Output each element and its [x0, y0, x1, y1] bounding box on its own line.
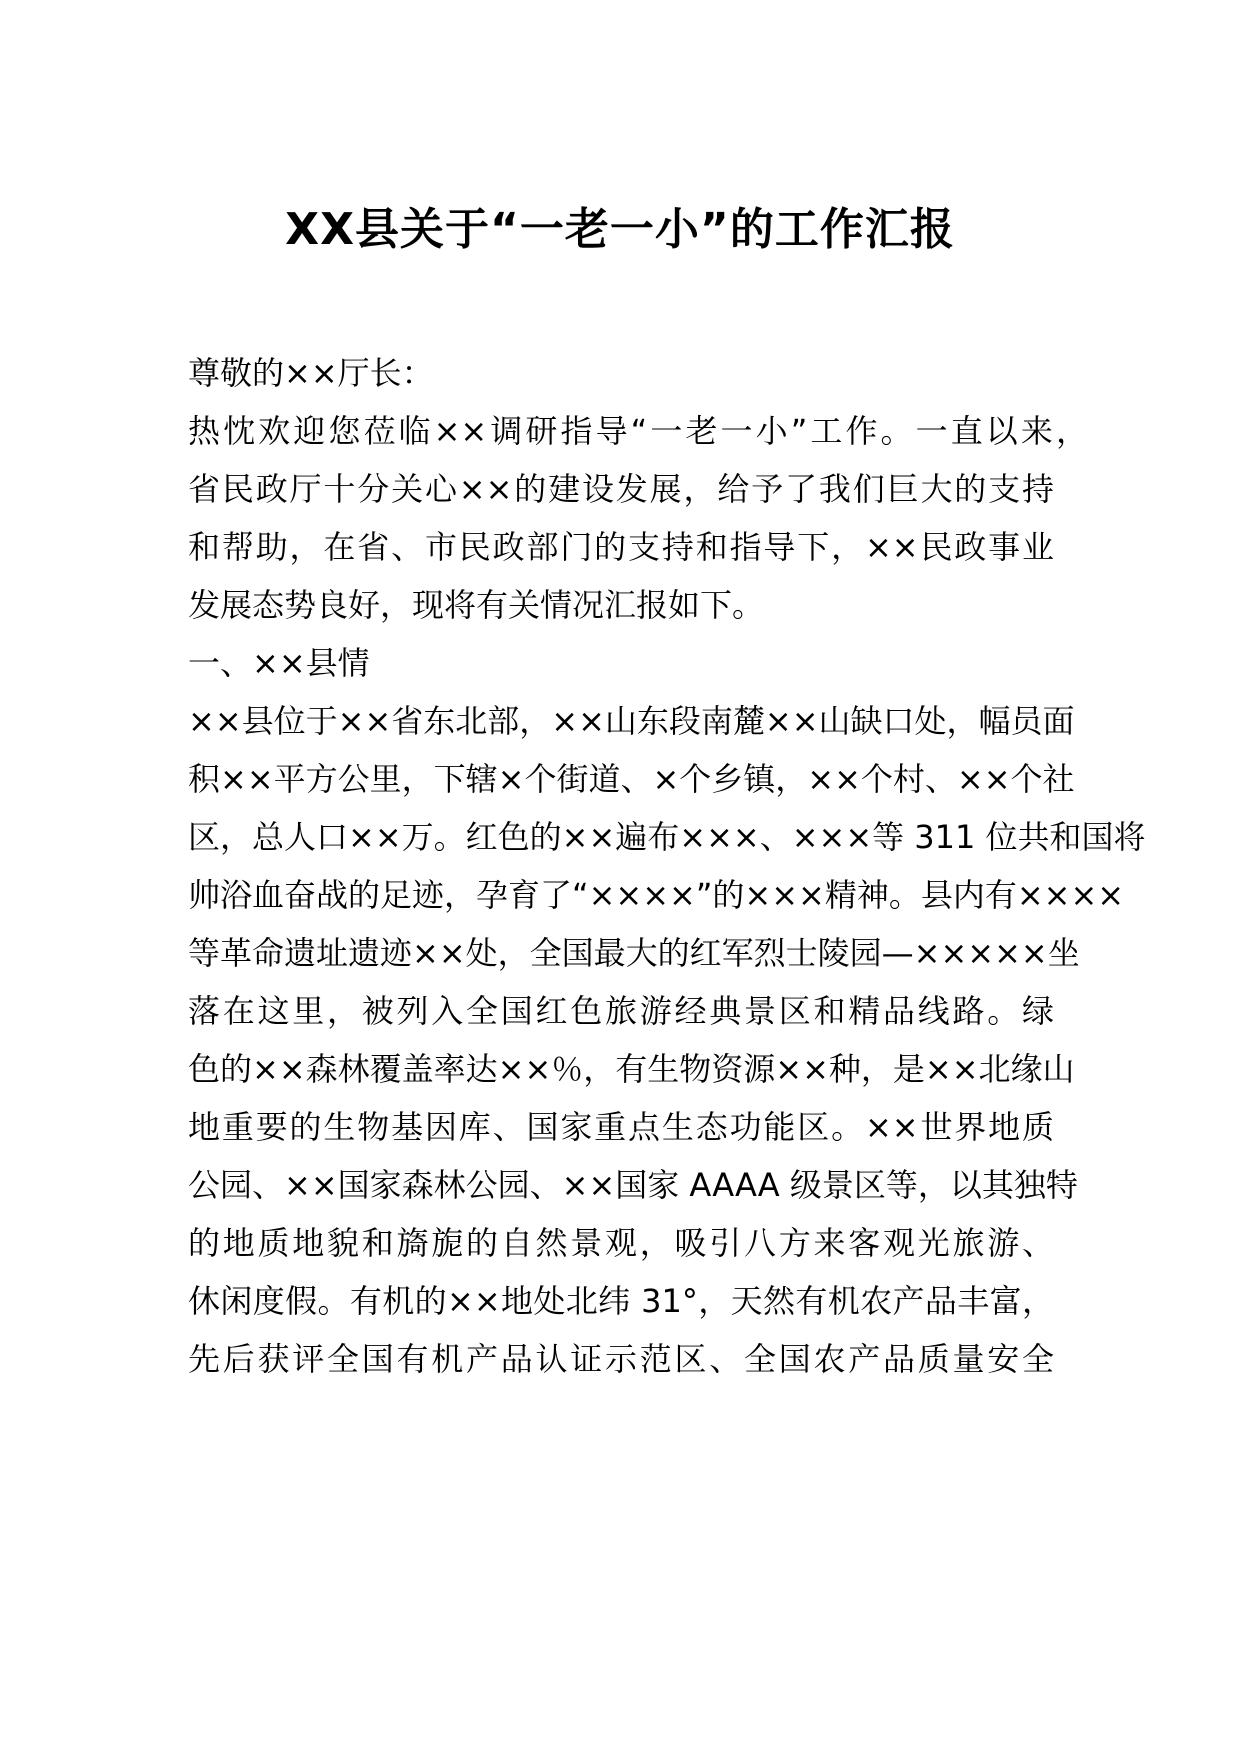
paragraph-line — [188, 754, 1075, 804]
paragraph-line — [188, 522, 1054, 572]
paragraph-line-text: 热忱欢迎您莅临××调研指导“一老一小”工作。一直以来， — [188, 412, 1088, 450]
paragraph-line-text: 公园、××国家森林公园、××国家 AAAA 级景区等，以其独特 — [188, 1166, 1078, 1204]
paragraph-line-text: 先后获评全国有机产品认证示范区、全国农产品质量安全 — [188, 1340, 1054, 1378]
paragraph-line-text: ××县位于××省东北部，××山东段南麓××山缺口处，幅员面 — [188, 702, 1075, 740]
paragraph-line — [188, 1102, 1054, 1152]
paragraph-line-text: 省民政厅十分关心××的建设发展，给予了我们巨大的支持 — [188, 470, 1054, 508]
paragraph-line — [188, 1276, 1054, 1326]
paragraph-line — [188, 464, 1054, 514]
paragraph-line-text: 和帮助，在省、市民政部门的支持和指导下，××民政事业 — [188, 528, 1054, 566]
salutation: 尊敬的××厅长： — [188, 354, 434, 392]
paragraph-line-text: 等革命遗址遗迹××处，全国最大的红军烈士陵园—×××××坐 — [188, 934, 1080, 972]
paragraph-line — [188, 1334, 1054, 1384]
paragraph-line-text: 发展态势良好，现将有关情况汇报如下。 — [188, 586, 765, 624]
paragraph-line — [188, 928, 1080, 978]
paragraph-line-text: 帅浴血奋战的足迹，孕育了“××××”的×××精神。县内有×××× — [188, 876, 1125, 914]
paragraph-line-text: 休闲度假。有机的××地处北纬 31°，天然有机农产品丰富， — [188, 1282, 1054, 1320]
paragraph-line-text: 落在这里，被列入全国红色旅游经典景区和精品线路。绿 — [188, 992, 1054, 1030]
paragraph-line — [188, 1160, 1078, 1210]
paragraph-line-text: 地重要的生物基因库、国家重点生态功能区。××世界地质 — [188, 1108, 1054, 1146]
paragraph-line-text: 的地质地貌和旖旎的自然景观，吸引八方来客观光旅游、 — [188, 1224, 1054, 1262]
paragraph-line — [188, 986, 1054, 1036]
document-title: XX县关于“一老一小”的工作汇报 — [285, 204, 955, 255]
section-heading: 一、××县情 — [188, 644, 370, 682]
paragraph-line — [188, 1044, 1075, 1094]
paragraph-line-text: 色的××森林覆盖率达××％，有生物资源××种，是××北缘山 — [188, 1050, 1075, 1088]
paragraph-line — [188, 870, 1125, 920]
paragraph-line-text: 区，总人口××万。红色的××遍布×××、×××等 311 位共和国将 — [188, 818, 1146, 856]
paragraph-line-text: 积××平方公里，下辖×个街道、×个乡镇，××个村、××个社 — [188, 760, 1075, 798]
paragraph-line — [188, 406, 1088, 456]
paragraph-line — [188, 696, 1075, 746]
paragraph-line — [188, 812, 1146, 862]
paragraph-line — [188, 1218, 1054, 1268]
paragraph-line — [188, 580, 764, 630]
